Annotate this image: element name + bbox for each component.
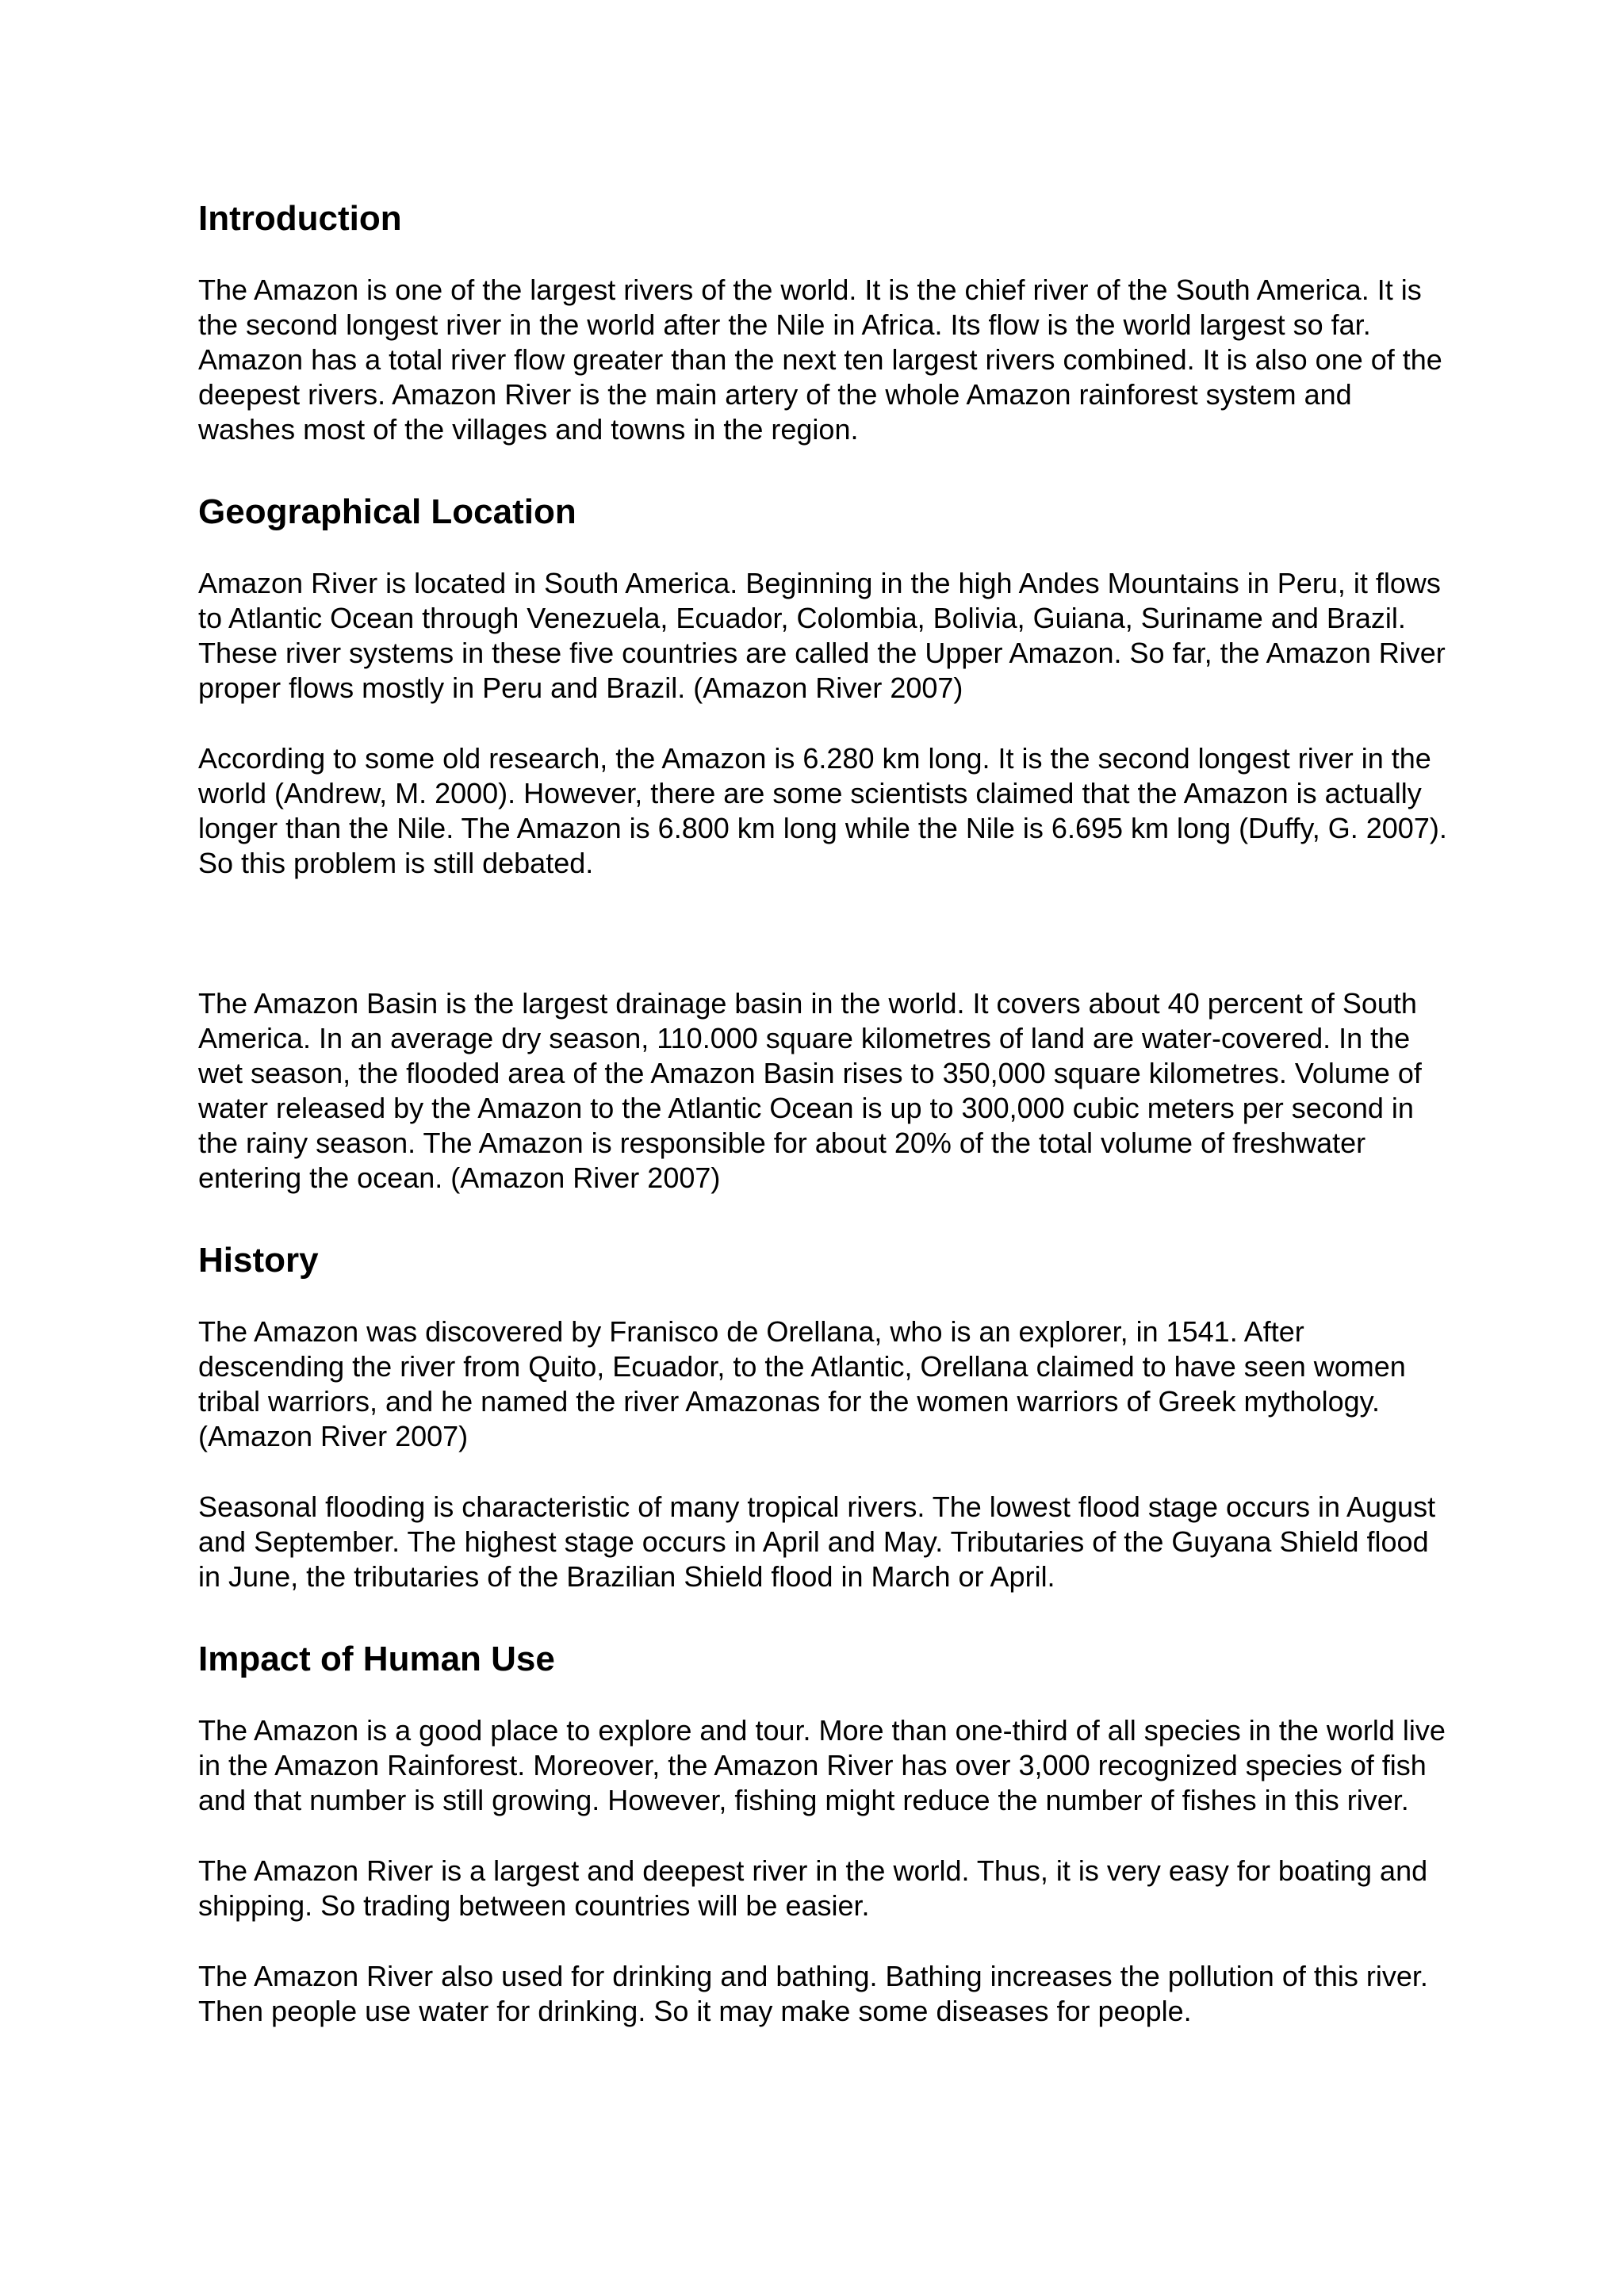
- paragraph-introduction-1: The Amazon is one of the largest rivers of the world. It is the chief river of the South America. It is the second longest river in the world after the Nile in Africa. Its flow is the world largest so far. Amazon has a total river flow greater than the next ten largest rivers combined. It is also one of the deepest rivers. Amazon River is the main artery of the whole Amazon rainforest system and washes most of the villages and towns in the region.: [198, 274, 1442, 446]
- heading-impact-of-human-use: Impact of Human Use: [198, 1640, 555, 1678]
- paragraph-impact-3: The Amazon River also used for drinking and bathing. Bathing increases the pollution of this river. Then people use water for drinking. So it may make some diseases for people.: [198, 1960, 1428, 2027]
- heading-introduction: Introduction: [198, 199, 402, 238]
- paragraph-geography-3: The Amazon Basin is the largest drainage basin in the world. It covers about 40 percent of South America. In an average dry season, 110.000 square kilometres of land are water-covered. In the wet season, the flooded area of the Amazon Basin rises to 350,000 square kilometres. Volume of water released by the Amazon to the Atlantic Ocean is up to 300,000 cubic meters per second in the rainy season. The Amazon is responsible for about 20% of the total volume of freshwater entering the ocean. (Amazon River 2007): [198, 987, 1422, 1194]
- paragraph-history-2: Seasonal flooding is characteristic of many tropical rivers. The lowest flood stage occurs in August and September. The highest stage occurs in April and May. Tributaries of the Guyana Shield flood in June, the tributaries of the Brazilian Shield flood in March or April.: [198, 1490, 1436, 1593]
- paragraph-impact-1: The Amazon is a good place to explore and tour. More than one-third of all species in the world live in the Amazon Rainforest. Moreover, the Amazon River has over 3,000 recognized species of fish and that number is still growing. However, fishing might reduce the number of fishes in this river.: [198, 1714, 1446, 1816]
- paragraph-geography-2: According to some old research, the Amazon is 6.280 km long. It is the second longest river in the world (Andrew, M. 2000). However, there are some scientists claimed that the Amazon is actually longer than the Nile. The Amazon is 6.800 km long while the Nile is 6.695 km long (Duffy, G. 2007). So this problem is still debated.: [198, 742, 1447, 879]
- heading-geographical-location: Geographical Location: [198, 492, 576, 531]
- heading-history: History: [198, 1241, 319, 1280]
- paragraph-impact-2: The Amazon River is a largest and deepest river in the world. Thus, it is very easy for boating and shipping. So trading between countries will be easier.: [198, 1854, 1428, 1922]
- paragraph-geography-1: Amazon River is located in South America. Beginning in the high Andes Mountains in Peru, it flows to Atlantic Ocean through Venezuela, Ecuador, Colombia, Bolivia, Guiana, Suriname and Brazil. These river systems in these five countries are called the Upper Amazon. So far, the Amazon River proper flows mostly in Peru and Brazil. (Amazon River 2007): [198, 567, 1446, 704]
- document-page: [198, 195, 1451, 2029]
- paragraph-history-1: The Amazon was discovered by Franisco de Orellana, who is an explorer, in 1541. After descending the river from Quito, Ecuador, to the Atlantic, Orellana claimed to have seen women tribal warriors, and he named the river Amazonas for the women warriors of Greek mythology. (Amazon River 2007): [198, 1315, 1406, 1452]
